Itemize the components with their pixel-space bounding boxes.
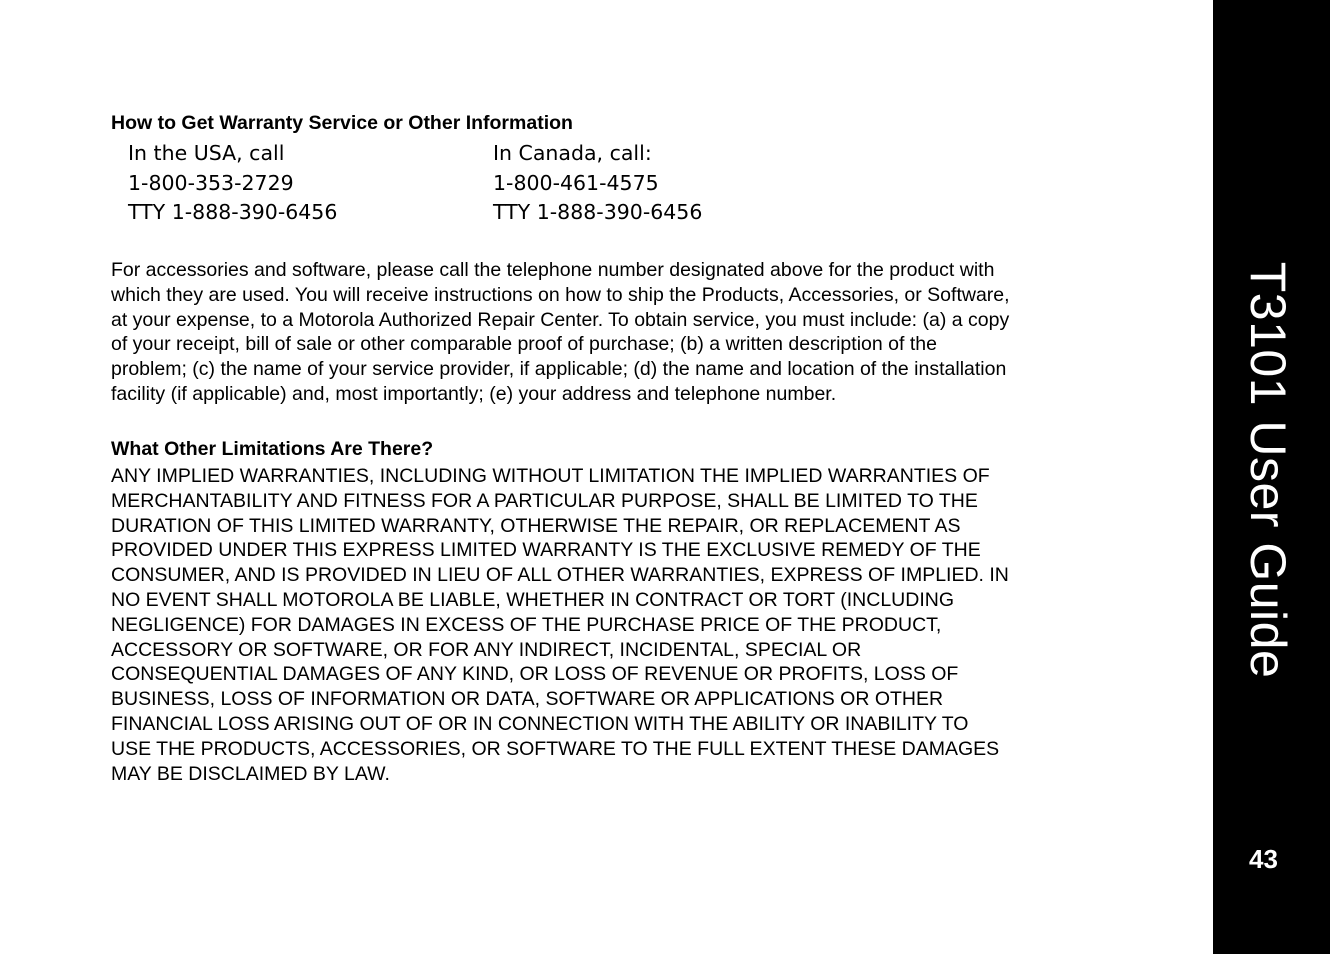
paragraph-line: For accessories and software, please call the telephone number designated above for the product with [111,259,995,281]
canada-contact-block [493,139,702,228]
page-number: 43 [1249,844,1278,874]
warranty-service-heading: How to Get Warranty Service or Other Information [111,112,573,134]
paragraph-line: at your expense, to a Motorola Authorized Repair Center. To obtain service, you must include: (a) a copy [111,308,1010,331]
paragraph-line: problem; (c) the name of your service provider, if applicable; (d) the name and location of the installation [111,358,1007,381]
paragraph-line: of your receipt, bill of sale or other comparable proof of purchase; (b) a written description of the [111,333,937,356]
paragraph-line: USE THE PRODUCTS, ACCESSORIES, OR SOFTWARE TO THE FULL EXTENT THESE DAMAGES [111,737,1000,760]
paragraph-line: ACCESSORY OR SOFTWARE, OR FOR ANY INDIRECT, INCIDENTAL, SPECIAL OR [111,638,862,661]
paragraph-line: NO EVENT SHALL MOTOROLA BE LIABLE, WHETHER IN CONTRACT OR TORT (INCLUDING [111,588,955,611]
canada-contact-tty: TTY 1-888-390-6456 [493,200,703,224]
limitations-heading: What Other Limitations Are There? [111,438,434,460]
paragraph-line: MERCHANTABILITY AND FITNESS FOR A PARTICULAR PURPOSE, SHALL BE LIMITED TO THE [111,489,978,512]
usa-contact-phone: 1-800-353-2729 [128,170,294,195]
paragraph-line: MAY BE DISCLAIMED BY LAW. [111,762,390,785]
paragraph-line: facility (if applicable) and, most importantly; (e) your address and telephone number. [111,382,837,405]
paragraph-line: NEGLIGENCE) FOR DAMAGES IN EXCESS OF THE PURCHASE PRICE OF THE PRODUCT, [111,613,942,636]
canada-contact-phone: 1-800-461-4575 [493,170,659,195]
usa-contact-label: In the USA, call [128,141,285,165]
canada-contact-label: In Canada, call: [493,141,652,165]
usa-contact-tty: TTY 1-888-390-6456 [128,200,338,224]
paragraph-line: PROVIDED UNDER THIS EXPRESS LIMITED WARRANTY IS THE EXCLUSIVE REMEDY OF THE [111,539,981,562]
paragraph-line: DURATION OF THIS LIMITED WARRANTY, OTHERWISE THE REPAIR, OR REPLACEMENT AS [111,514,961,537]
limitations-paragraph [111,464,1116,786]
paragraph-line: BUSINESS, LOSS OF INFORMATION OR DATA, SOFTWARE OR APPLICATIONS OR OTHER [111,688,944,711]
usa-contact-block [128,139,337,228]
service-instructions-paragraph [111,258,1116,407]
paragraph-line: CONSEQUENTIAL DAMAGES OF ANY KIND, OR LOSS OF REVENUE OR PROFITS, LOSS OF [111,663,959,686]
guide-title-vertical: T3101 User Guide [1240,261,1296,679]
paragraph-line: FINANCIAL LOSS ARISING OUT OF OR IN CONNECTION WITH THE ABILITY OR INABILITY TO [111,712,969,735]
paragraph-line: which they are used. You will receive instructions on how to ship the Products, Accessories, or Software, [111,283,1010,306]
paragraph-line: CONSUMER, AND IS PROVIDED IN LIEU OF ALL OTHER WARRANTIES, EXPRESS OF IMPLIED. IN [111,564,1009,587]
paragraph-line: ANY IMPLIED WARRANTIES, INCLUDING WITHOUT LIMITATION THE IMPLIED WARRANTIES OF [111,465,990,487]
